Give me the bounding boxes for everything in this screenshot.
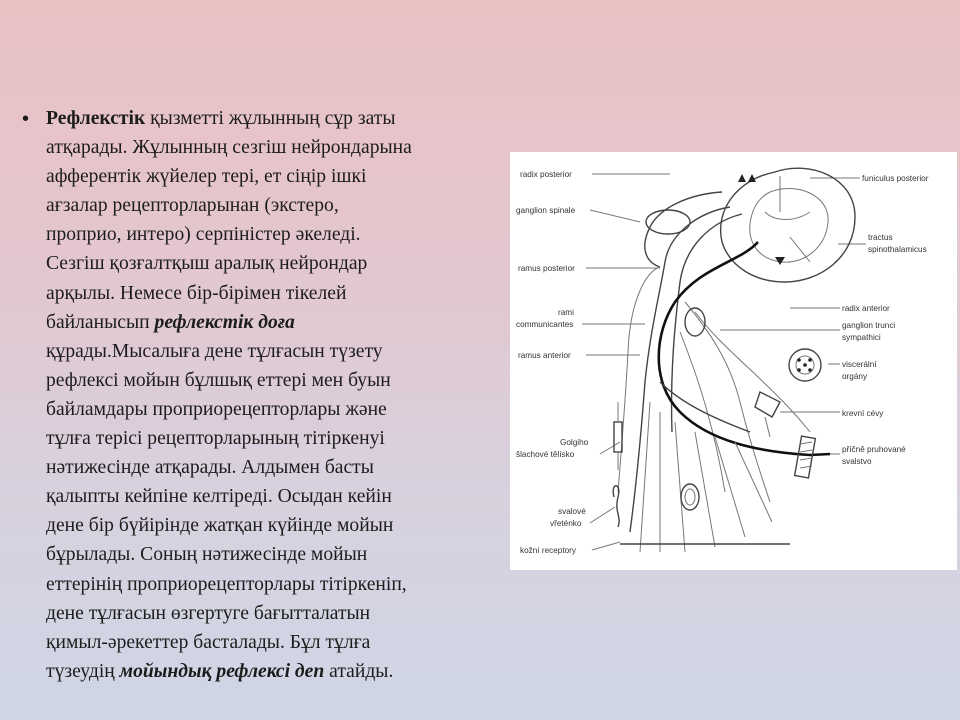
text-segment: еттерінің проприорецепторлары тітіркеніп,: [46, 573, 407, 595]
muscle-spindle: [613, 486, 619, 527]
text-line: [46, 628, 506, 657]
text-line: [46, 191, 506, 220]
text-line: [46, 599, 506, 628]
text-segment: проприо, интеро) серпіністер әкеледі.: [46, 224, 361, 246]
text-line: [46, 366, 506, 395]
text-segment: рефлексі мойын бұлшық еттері мен буын: [46, 369, 391, 391]
label-krevni-cevy: krevní cévy: [842, 409, 884, 418]
emphasis-text: Рефлекстік: [46, 108, 146, 129]
text-line: [46, 337, 506, 366]
label-rami: rami: [558, 308, 574, 317]
emphasis-text: мойындық рефлексі деп: [119, 660, 325, 682]
label-radix-posterior: radix posterior: [520, 170, 572, 179]
text-segment: қалыпты кейпіне келтіреді. Осыдан кейін: [46, 486, 392, 508]
text-segment: қызметті жұлынның сұр заты: [145, 108, 396, 129]
label-radix-anterior: radix anterior: [842, 304, 890, 313]
label-visceralni: viscerální: [842, 360, 877, 369]
text-segment: байланысып: [46, 311, 155, 333]
label-ramus-anterior: ramus anterior: [518, 351, 571, 360]
text-segment: дене бір бүйірінде жатқан күйінде мойын: [46, 515, 394, 537]
label-kozni-receptory: kožní receptory: [520, 546, 576, 555]
text-line: [46, 570, 506, 599]
text-segment: атайды.: [324, 660, 394, 682]
label-ramus-posterior: ramus posterior: [518, 264, 575, 273]
text-segment: Сезгіш қозғалтқыш аралық нейрондар: [46, 253, 368, 275]
label-tractus: tractus: [868, 233, 893, 242]
text-line: [46, 249, 506, 278]
text-line: [46, 453, 506, 482]
emphasis-text: рефлекстік доға: [154, 311, 295, 333]
text-segment: арқылы. Немесе бір-бірімен тікелей: [46, 282, 347, 304]
label-spinothalamicus: spinothalamicus: [868, 245, 927, 254]
label-ganglion-trunci: ganglion trunci: [842, 321, 896, 330]
text-segment: нәтижесінде атқарады. Алдымен басты: [46, 457, 374, 479]
text-line: [46, 220, 506, 249]
label-vretenko: vřeténko: [550, 519, 582, 528]
text-line: [46, 657, 506, 686]
text-segment: байламдары проприорецепторлары және: [46, 398, 387, 420]
body-text: [46, 104, 506, 686]
text-segment: атқарады. Жұлынның сезгіш нейрондарына: [46, 137, 412, 159]
text-line: [46, 482, 506, 511]
blood-vessels: [755, 392, 780, 437]
text-segment: қимыл-әрекеттер басталады. Бұл тұлға: [46, 631, 371, 653]
label-svalove: svalové: [558, 507, 586, 516]
label-organy: orgány: [842, 372, 868, 381]
text-line: [46, 308, 506, 337]
label-golgiho: Golgiho: [560, 438, 589, 447]
striated-muscle: [795, 436, 816, 478]
text-segment: құрады.Мысалыға дене тұлғасын түзету: [46, 340, 383, 362]
label-slachove: šlachové tělísko: [516, 450, 575, 459]
reflex-arc-diagram: [510, 152, 957, 570]
text-line: [46, 395, 506, 424]
text-segment: ағзалар рецепторларынан (экстеро,: [46, 195, 339, 217]
label-pricne-pruhovane: příčně pruhované: [842, 445, 906, 454]
text-line: [46, 104, 506, 133]
label-sympathici: sympathici: [842, 333, 881, 342]
text-segment: афферентік жүйелер тері, ет сіңір ішкі: [46, 166, 367, 188]
text-line: [46, 540, 506, 569]
label-svalstvo: svalstvo: [842, 457, 872, 466]
leader-lines: [582, 174, 866, 550]
text-line: [46, 279, 506, 308]
text-segment: тұлға терісі рецепторларының тітіркенуі: [46, 428, 385, 450]
text-line: [46, 133, 506, 162]
text-line: [46, 162, 506, 191]
label-ganglion-spinale: ganglion spinale: [516, 206, 576, 215]
text-line: [46, 424, 506, 453]
label-communicantes: communicantes: [516, 320, 574, 329]
text-line: [46, 511, 506, 540]
label-funiculus-posterior: funiculus posterior: [862, 174, 929, 183]
skin-receptors: [620, 484, 790, 544]
text-segment: түзеудің: [46, 660, 120, 682]
text-segment: бұрылады. Соның нәтижесінде мойын: [46, 544, 368, 566]
visceral-organ: [789, 349, 821, 381]
bullet-marker: •: [22, 108, 30, 130]
spinal-cord: [721, 168, 855, 282]
text-segment: дене тұлғасын өзгертуге бағытталатын: [46, 602, 371, 624]
